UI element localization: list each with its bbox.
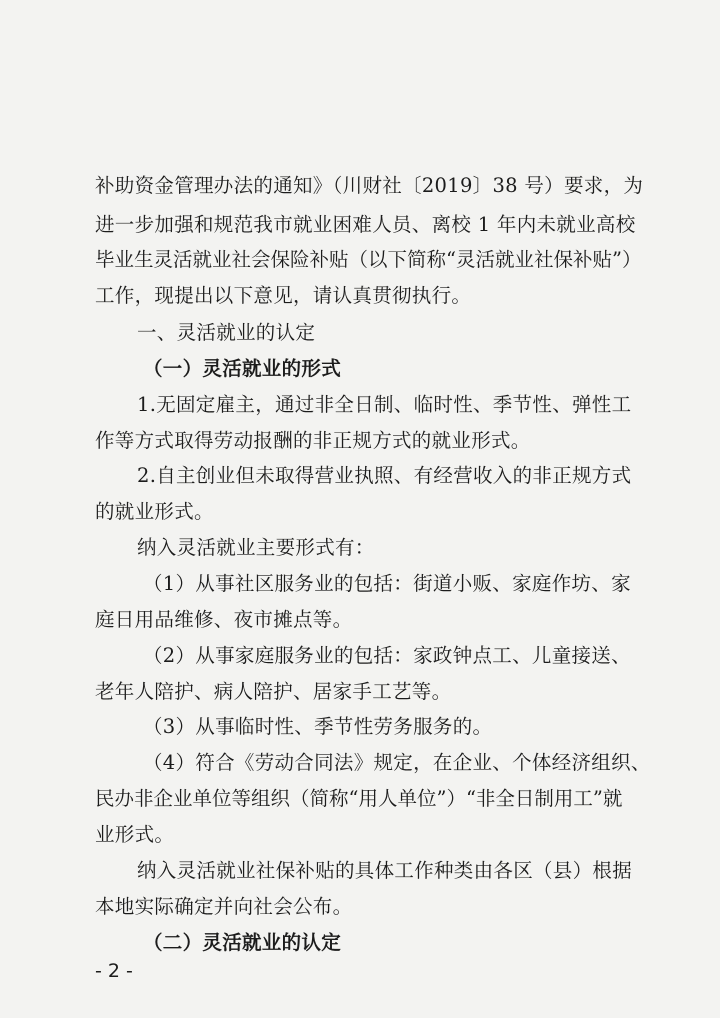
text-line: （3）从事临时性、季节性劳务服务的。 (143, 715, 493, 738)
text-line: 本地实际确定并向社会公布。 (95, 895, 353, 918)
subsection-heading: （二）灵活就业的认定 (143, 931, 342, 954)
text-line: 纳入灵活就业主要形式有： (137, 536, 375, 559)
text-line: 作等方式取得劳动报酬的非正规方式的就业形式。 (95, 429, 531, 452)
text-line: 进一步加强和规范我市就业困难人员、离校 1 年内未就业高校 (95, 213, 636, 236)
text-line: （1）从事社区服务业的包括：街道小贩、家庭作坊、家 (143, 572, 631, 595)
section-heading: 一、灵活就业的认定 (137, 321, 316, 344)
text-line: 业形式。 (95, 823, 175, 846)
subsection-heading: （一）灵活就业的形式 (143, 357, 342, 380)
text-line: 工作，现提出以下意见，请认真贯彻执行。 (95, 284, 472, 307)
text-line: 毕业生灵活就业社会保险补贴（以下简称“灵活就业社保补贴”） (95, 248, 642, 271)
text-line: 庭日用品维修、夜市摊点等。 (95, 608, 353, 631)
text-line: 2.自主创业但未取得营业执照、有经营收入的非正规方式 (137, 464, 632, 487)
text-line: 补助资金管理办法的通知》（川财社〔2019〕38 号）要求，为 (95, 174, 644, 197)
text-line: 的就业形式。 (95, 500, 214, 523)
text-line: 老年人陪护、病人陪护、居家手工艺等。 (95, 680, 452, 703)
text-line: （2）从事家庭服务业的包括：家政钟点工、儿童接送、 (143, 644, 631, 667)
text-line: 民办非企业单位等组织（简称“用人单位”）“非全日制用工”就 (95, 787, 623, 810)
text-line: （4）符合《劳动合同法》规定，在企业、个体经济组织、 (143, 751, 651, 774)
text-line: 1.无固定雇主，通过非全日制、临时性、季节性、弹性工 (137, 393, 632, 416)
page-number: - 2 - (95, 960, 133, 982)
text-line: 纳入灵活就业社保补贴的具体工作种类由各区（县）根据 (137, 859, 633, 882)
